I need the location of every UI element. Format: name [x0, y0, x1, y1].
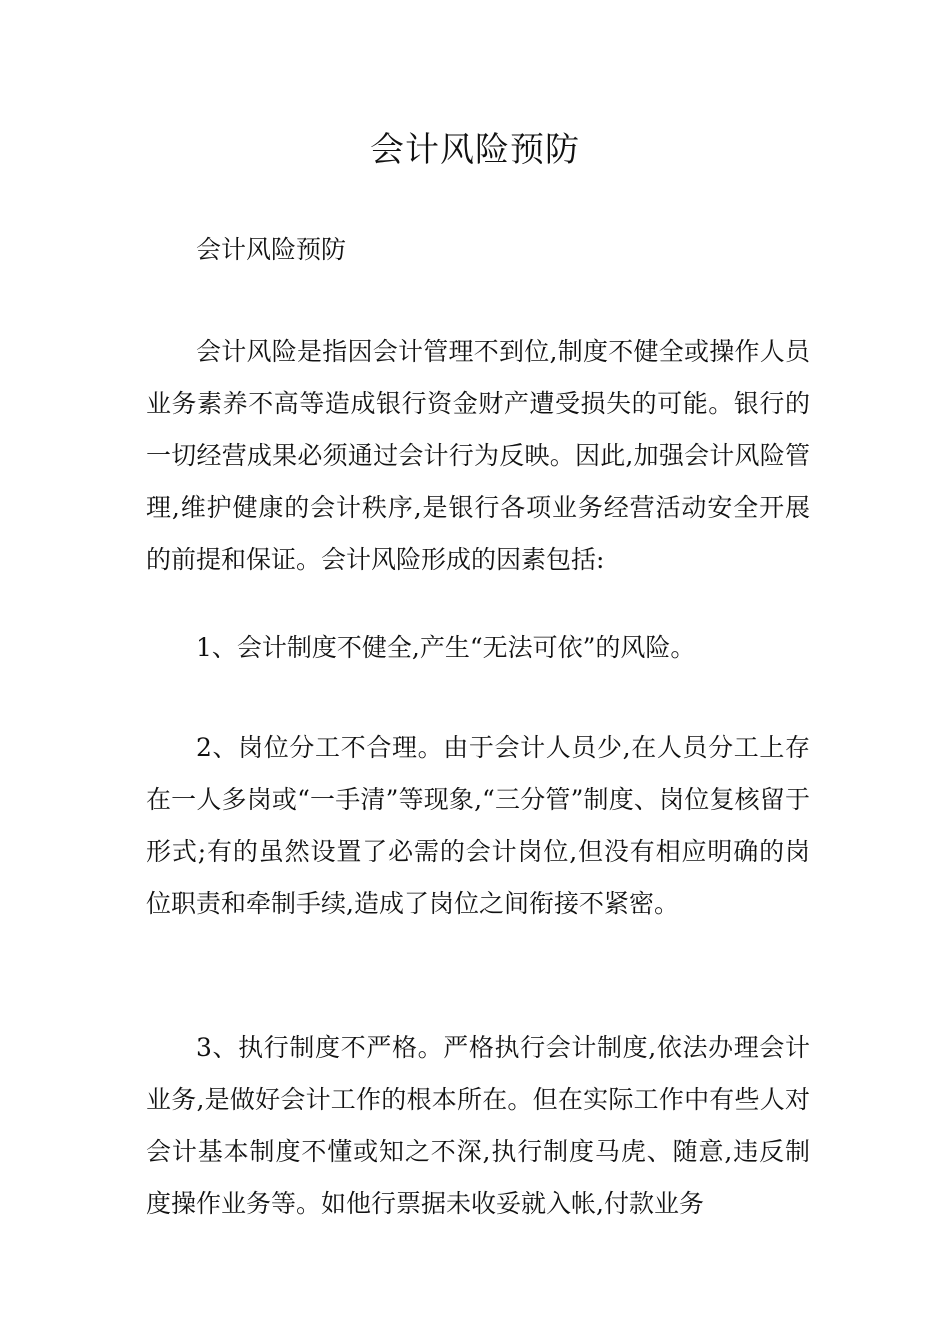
document-title: 会计风险预防	[370, 130, 580, 170]
paragraph-intro: 会计风险是指因会计管理不到位,制度不健全或操作人员业务素养不高等造成银行资金财产遭受损失的可能。银行的一切经营成果必须通过会计行为反映。因此,加强会计风险管理,维护健康的会计秩序,是银行各项业务经营活动安全开展的前提和保证。会计风险形成的因素包括:	[146, 337, 810, 574]
paragraph-item-3: 3、执行制度不严格。严格执行会计制度,依法办理会计业务,是做好会计工作的根本所在。但在实际工作中有些人对会计基本制度不懂或知之不深,执行制度马虎、随意,违反制度操作业务等。如他行票据未收妥就入帐,付款业务	[146, 1033, 810, 1218]
paragraph-item-1: 1、会计制度不健全,产生“无法可依”的风险。	[196, 633, 696, 662]
document-subtitle: 会计风险预防	[196, 235, 347, 264]
paragraph-item-2: 2、岗位分工不合理。由于会计人员少,在人员分工上存在一人多岗或“一手清”等现象,“三分管”制度、岗位复核留于形式;有的虽然设置了必需的会计岗位,但没有相应明确的岗位职责和牵制手续,造成了岗位之间衔接不紧密。	[146, 733, 810, 918]
